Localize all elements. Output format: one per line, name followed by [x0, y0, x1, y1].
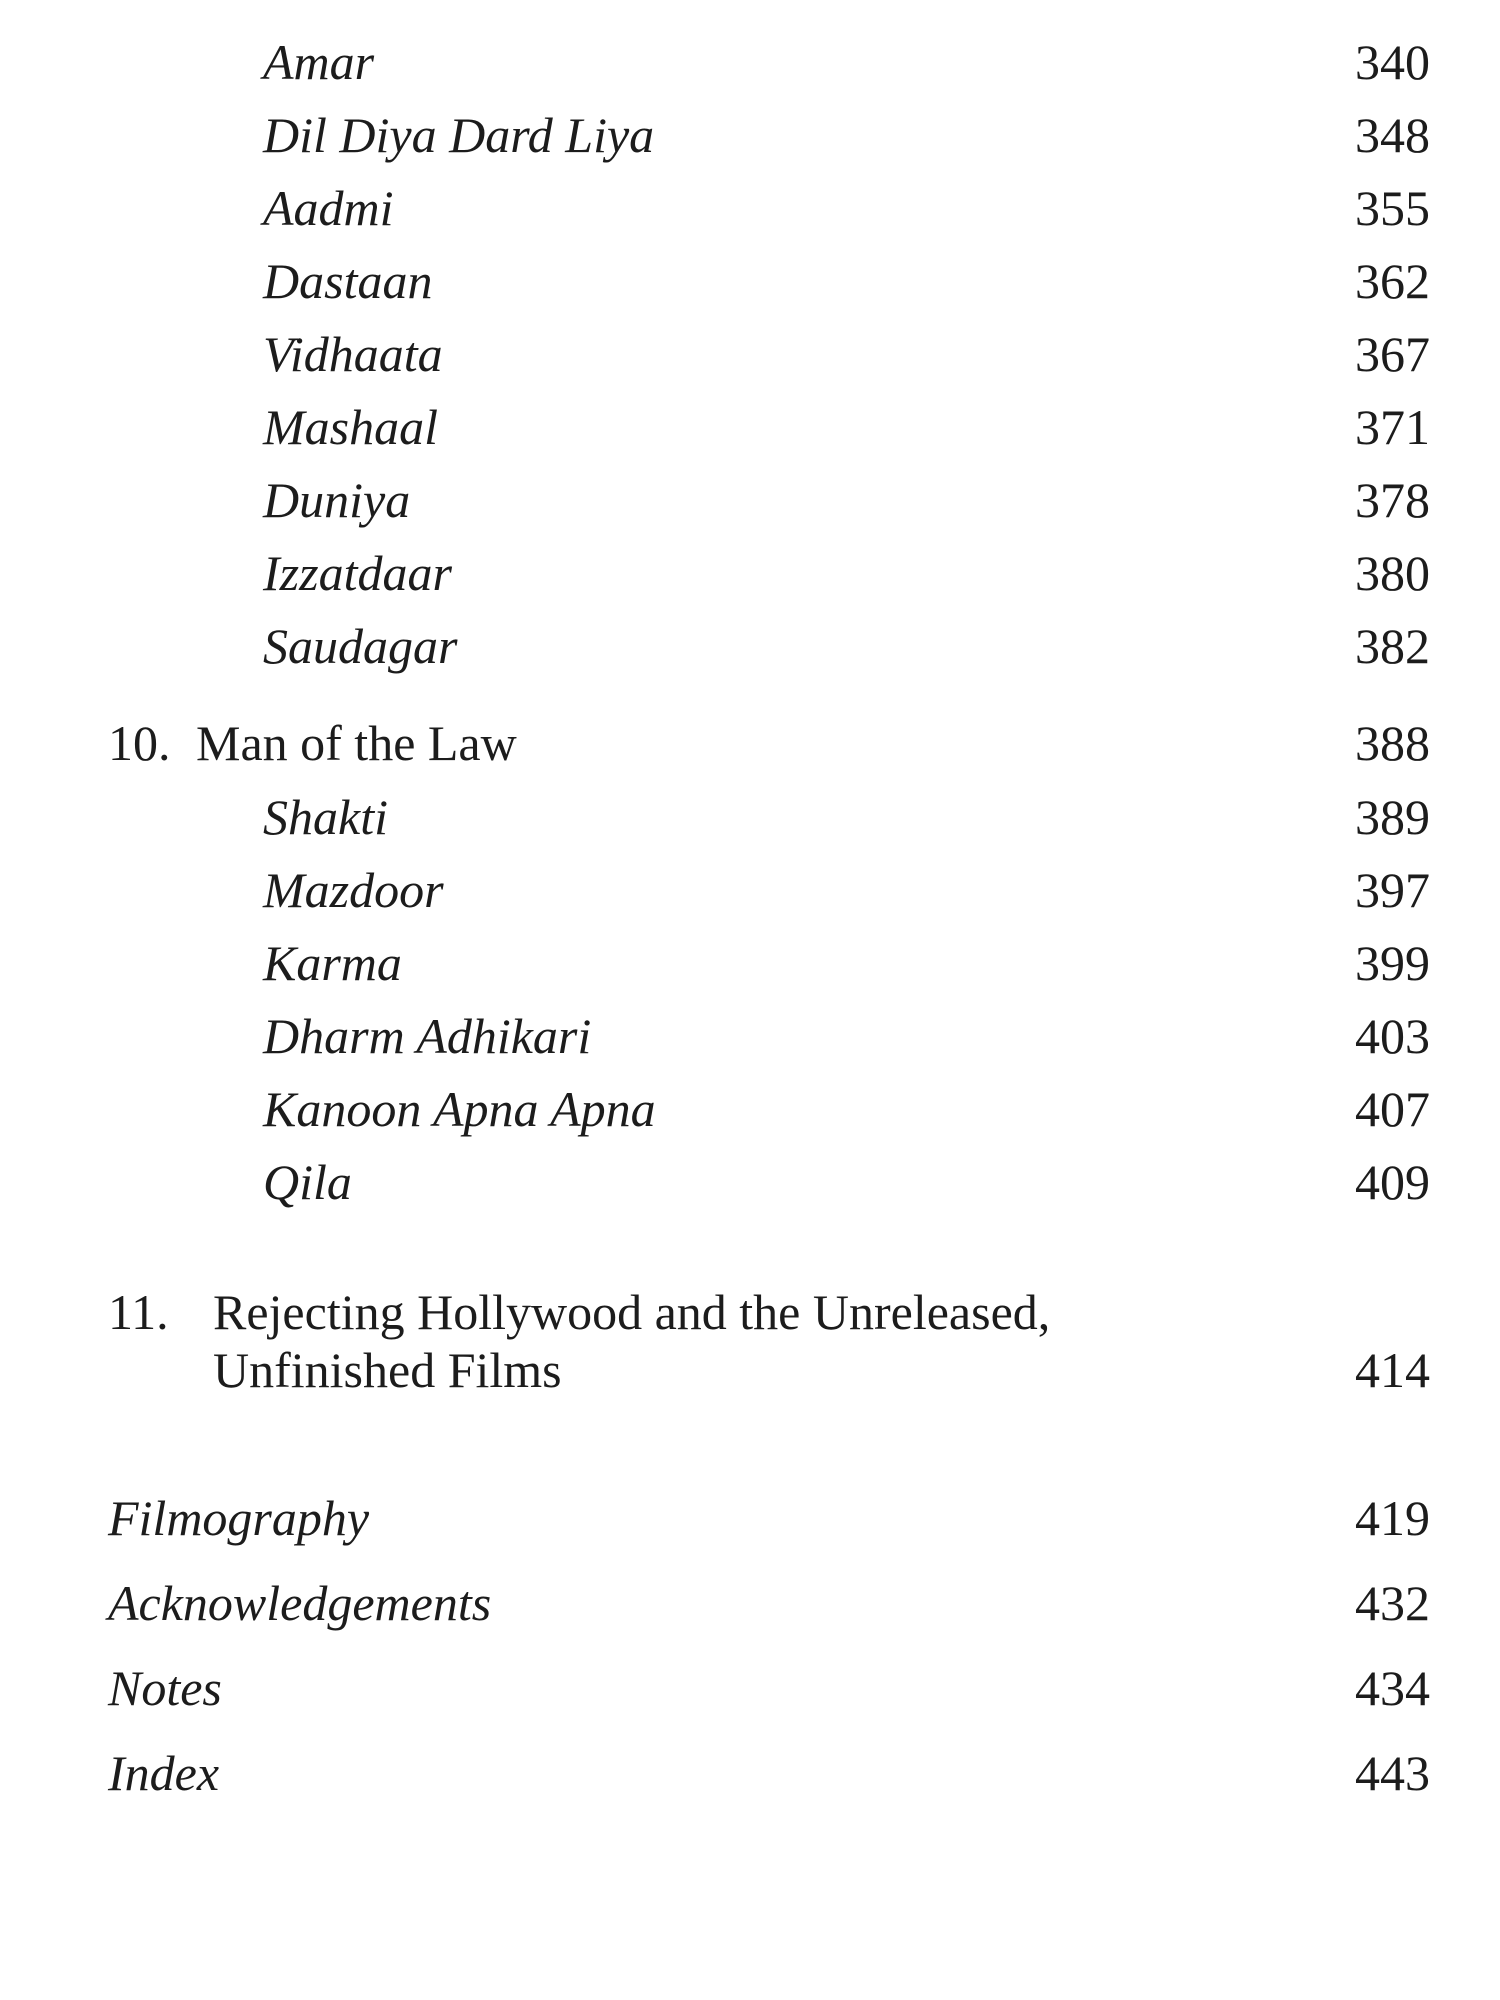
- entry-title: Notes: [108, 1660, 222, 1716]
- entry-page-number: 348: [1355, 107, 1430, 163]
- entry-title: Mashaal: [263, 399, 438, 455]
- entry-title: Qila: [263, 1154, 352, 1210]
- entry-page-number: 414: [1355, 1342, 1430, 1398]
- entry-page-number: 407: [1355, 1081, 1430, 1137]
- entry-title: Acknowledgements: [108, 1575, 492, 1631]
- entry-title: Index: [108, 1745, 220, 1801]
- entry-title: Filmography: [108, 1490, 370, 1546]
- entry-title: Shakti: [263, 789, 388, 845]
- chapter-title: Man of the Law: [196, 715, 517, 771]
- entry-page-number: 367: [1355, 326, 1430, 382]
- entry-title: Aadmi: [263, 180, 394, 236]
- entry-title: Izzatdaar: [263, 545, 452, 601]
- entry-page-number: 397: [1355, 862, 1430, 918]
- chapter-title-line1: Rejecting Hollywood and the Unreleased,: [213, 1284, 1051, 1340]
- entry-title: Saudagar: [263, 618, 458, 674]
- chapter-number: 11.: [108, 1284, 169, 1340]
- entry-page-number: 378: [1355, 472, 1430, 528]
- entry-title: Duniya: [263, 472, 411, 528]
- entry-page-number: 432: [1355, 1575, 1430, 1631]
- entry-page-number: 371: [1355, 399, 1430, 455]
- entry-title: Kanoon Apna Apna: [263, 1081, 656, 1137]
- entry-page-number: 388: [1355, 715, 1430, 771]
- entry-page-number: 340: [1355, 34, 1430, 90]
- entry-page-number: 399: [1355, 935, 1430, 991]
- chapter-title-line2: Unfinished Films: [213, 1342, 562, 1398]
- entry-title: Vidhaata: [263, 326, 443, 382]
- entry-title: Karma: [263, 935, 402, 991]
- entry-page-number: 409: [1355, 1154, 1430, 1210]
- entry-page-number: 362: [1355, 253, 1430, 309]
- entry-page-number: 443: [1355, 1745, 1430, 1801]
- entry-title: Mazdoor: [263, 862, 444, 918]
- chapter-number: 10.: [108, 715, 171, 771]
- entry-title: Dharm Adhikari: [263, 1008, 592, 1064]
- entry-title: Dastaan: [263, 253, 433, 309]
- entry-title: Dil Diya Dard Liya: [263, 107, 655, 163]
- entry-page-number: 434: [1355, 1660, 1430, 1716]
- entry-page-number: 419: [1355, 1490, 1430, 1546]
- entry-page-number: 380: [1355, 545, 1430, 601]
- entry-page-number: 382: [1355, 618, 1430, 674]
- entry-page-number: 355: [1355, 180, 1430, 236]
- entry-page-number: 389: [1355, 789, 1430, 845]
- entry-page-number: 403: [1355, 1008, 1430, 1064]
- entry-title: Amar: [263, 34, 375, 90]
